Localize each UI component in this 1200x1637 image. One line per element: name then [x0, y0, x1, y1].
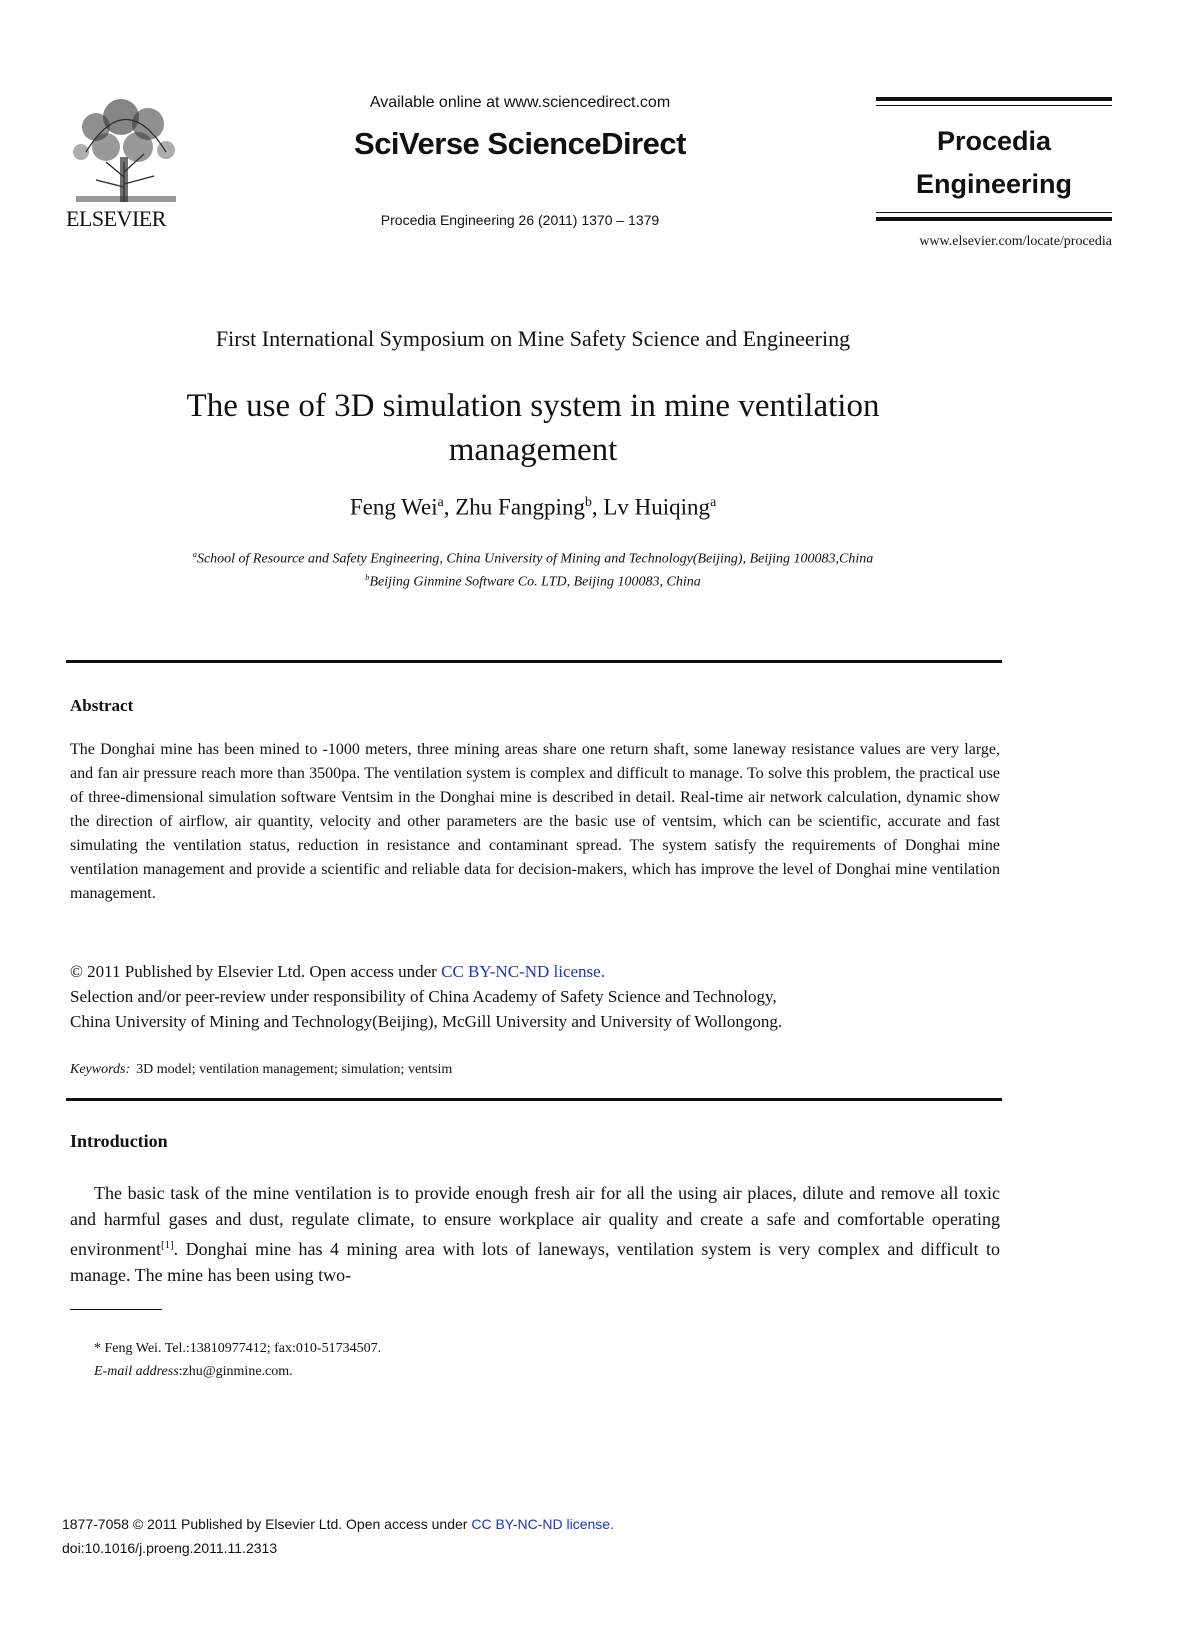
citation-ref[interactable]: [1] [160, 1239, 174, 1251]
author-mark: a [437, 494, 444, 509]
journal-url[interactable]: www.elsevier.com/locate/procedia [919, 234, 1112, 249]
issn-line [62, 1516, 614, 1532]
journal-rule-top [876, 97, 1112, 101]
journal-rule-bottom [876, 217, 1112, 221]
footnote-email [94, 1364, 293, 1380]
journal-name [876, 120, 1112, 206]
peer-review-line2: China University of Mining and Technology(Beijing), McGill University and University of Wollongong. [70, 1012, 783, 1031]
copyright-text: © 2011 Published by Elsevier Ltd. [70, 962, 306, 981]
affiliation-text: School of Resource and Safety Engineering, China University of Mining and Technology(Beijing), Beijing 100083,China [196, 551, 874, 567]
keywords-label: Keywords: [70, 1062, 131, 1077]
affiliation-mark: a [192, 550, 197, 559]
keywords-text: 3D model; ventilation management; simulation; ventsim [136, 1062, 453, 1077]
author-name: Feng Wei [349, 494, 438, 520]
footnote-correspondence: * Feng Wei. Tel.:13810977412; fax:010-51734507. [94, 1341, 382, 1356]
open-access-text: Open access under [305, 962, 442, 981]
journal-rule-bottom-thin [876, 212, 1112, 213]
affiliation-b [0, 573, 1066, 591]
conference-name: First International Symposium on Mine Safety Science and Engineering [215, 326, 851, 351]
available-online: Available online at www.sciencedirect.com [369, 94, 671, 111]
license-link[interactable]: CC BY-NC-ND license. [441, 962, 605, 981]
copyright-block [70, 959, 1010, 1034]
author-name: Lv Huiqing [603, 494, 711, 520]
journal-name-line2: Engineering [915, 169, 1072, 199]
article-title [100, 384, 966, 472]
sciverse-sciencedirect-logo: SciVerse ScienceDirect [354, 126, 686, 161]
article-title-line1: The use of 3D simulation system in mine ventilation [186, 388, 880, 424]
journal-reference: Procedia Engineering 26 (2011) 1370 – 1379 [380, 212, 660, 228]
issn-copyright: 1877-7058 © 2011 Published by Elsevier Ltd. [62, 1516, 343, 1532]
abstract-bottom-rule [66, 1098, 1002, 1101]
author-list: Feng Wei$^a$, Zhu Fangping$^b$, Lv Huiqing$^a$ [349, 494, 717, 520]
peer-review-line1: Selection and/or peer-review under responsibility of China Academy of Safety Science and Technology, [70, 987, 777, 1006]
author-mark: a [710, 494, 717, 509]
keywords [70, 1062, 452, 1078]
footnote-rule [70, 1309, 162, 1310]
journal-rule-top-thin [876, 105, 1112, 106]
email-address: :zhu@ginmine.com. [178, 1364, 293, 1379]
abstract-text: The Donghai mine has been mined to -1000 meters, three mining areas share one return shaft, some laneway resistance values are very large, and fan air pressure reach more than 3500pa. The ventilation system is complex and difficult to manage. To solve this problem, the practical use of three-dimensional simulation software Ventsim in the Donghai mine is described in detail. Real-time air network calculation, dynamic show the direction of airflow, air quantity, velocity and other parameters are the basic use of ventsim, which can be scientific, accurate and fast simulating the ventilation status, reduction in resistance and contaminant spread. The system satisfy the requirements of Donghai mine ventilation management and provide a scientific and reliable data for decision-makers, which has improve the level of Donghai mine ventilation management. [70, 741, 1000, 902]
introduction-heading: Introduction [70, 1131, 168, 1151]
introduction-text-a: The basic task of the mine ventilation is to provide enough fresh air for all the using air places, dilute and remove all toxic and harmful gases and dust, regulate climate, to ensure workplace air quality and create a safe and comfortable operating environment [70, 1183, 1000, 1259]
affiliation-a [0, 550, 1066, 568]
affiliation-text: Beijing Ginmine Software Co. LTD, Beijing 100083, China [369, 574, 701, 590]
affiliation-mark: b [365, 573, 370, 582]
abstract-heading: Abstract [70, 696, 134, 715]
email-label: E-mail address [94, 1364, 179, 1379]
footer-open-access: Open access under [342, 1516, 472, 1532]
author-mark: b [584, 494, 592, 509]
doi: doi:10.1016/j.proeng.2011.11.2313 [62, 1540, 278, 1556]
introduction-text [70, 1180, 1000, 1288]
introduction-text-b: . Donghai mine has 4 mining area with lots of laneways, ventilation system is very complex and difficult to manage. The mine has been using two- [70, 1239, 1000, 1285]
abstract-top-rule [66, 660, 1002, 663]
elsevier-wordmark: ELSEVIER [66, 206, 166, 231]
article-title-line2: management [448, 432, 618, 468]
journal-name-line1: Procedia [936, 126, 1052, 156]
author-name: Zhu Fangping [455, 494, 585, 520]
footer-license-link[interactable]: CC BY-NC-ND license. [471, 1516, 614, 1532]
